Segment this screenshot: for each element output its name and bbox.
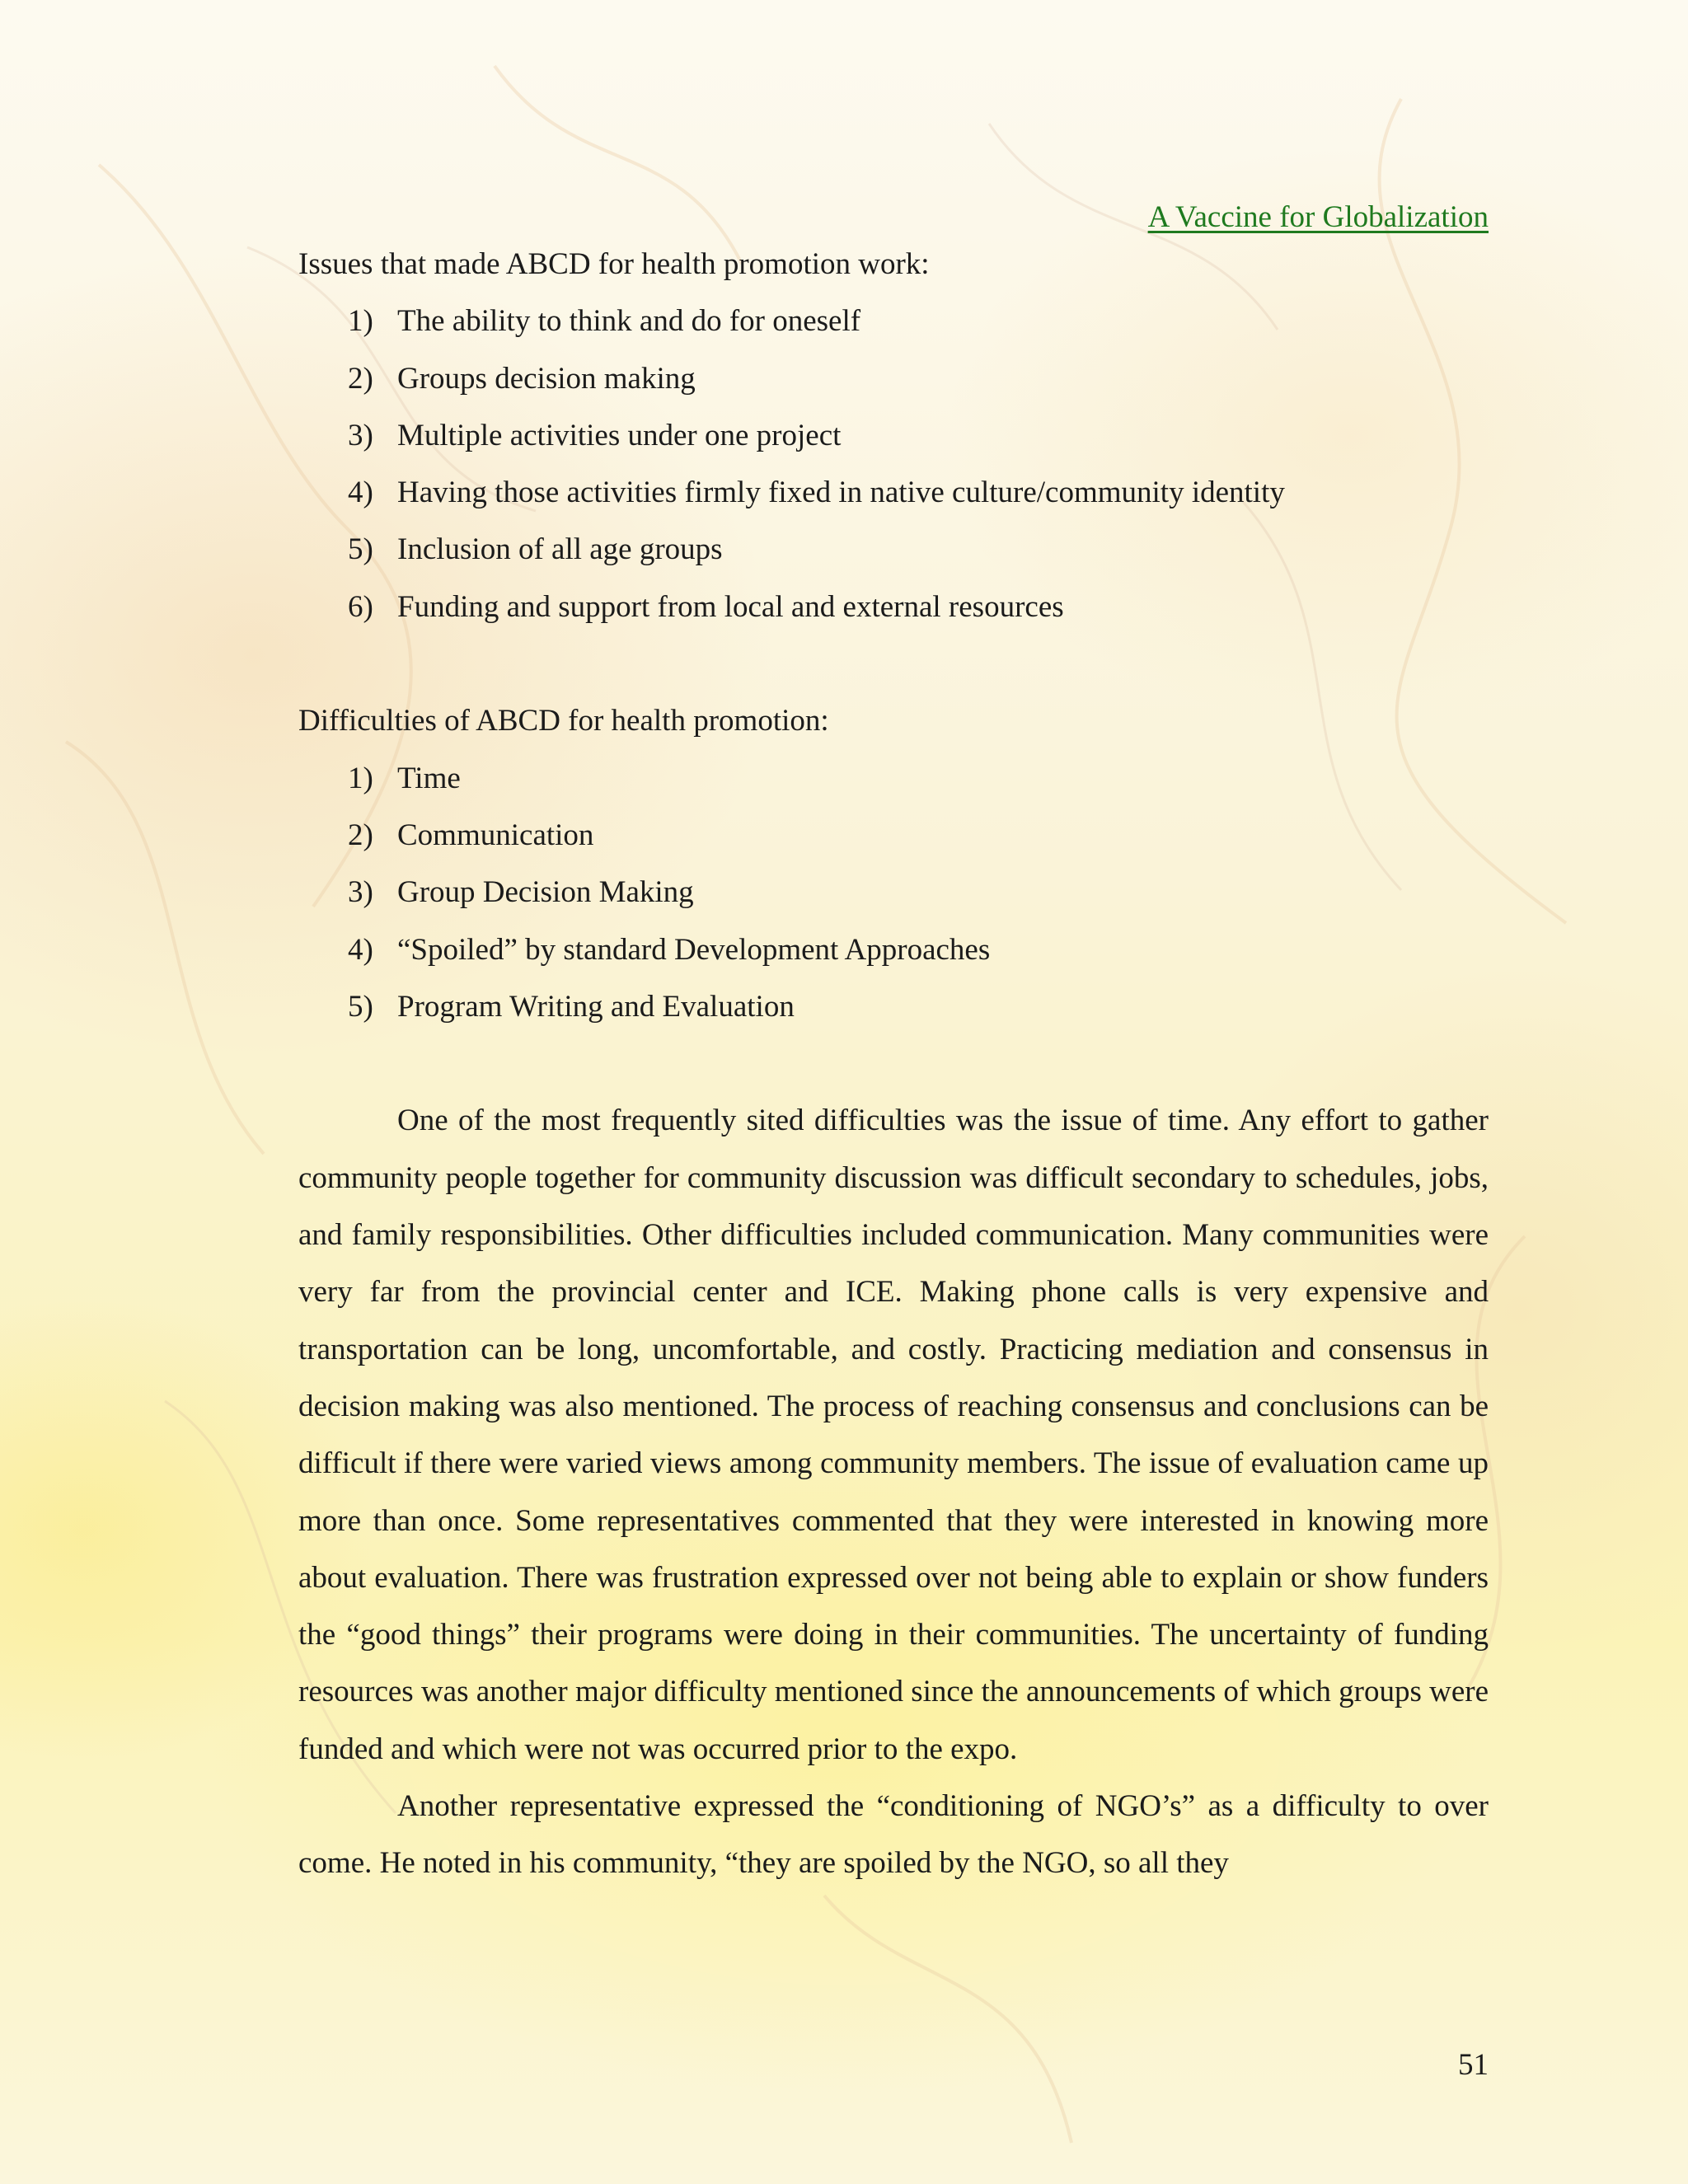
page-content [298,236,1489,1892]
list-item-text: Inclusion of all age groups [397,532,723,567]
list-item-text: Multiple activities under one project [397,418,842,452]
list-item-number: 2) [348,818,373,852]
difficulties-heading: Difficulties of ABCD for health promotion: [298,704,829,738]
list-item-text: Program Writing and Evaluation [397,989,795,1024]
list-item-text: “Spoiled” by standard Development Approaches [397,932,991,967]
list-item [298,464,1489,521]
list-item-number: 5) [348,989,373,1024]
list-item-text: The ability to think and do for oneself [397,304,861,339]
running-header: A Vaccine for Globalization [1147,200,1489,234]
list-item-text: Time [397,761,461,795]
list-item-number: 6) [348,589,373,624]
section-gap [298,635,1489,692]
list-item [298,921,1489,978]
section-gap [298,1035,1489,1092]
list-item-number: 1) [348,761,373,795]
body-paragraph-ngo: Another representative expressed the “conditioning of NGO’s” as a difficulty to over come. He noted in his community, “they are spoiled by the NGO, so all they [298,1789,1489,1881]
list-item [298,864,1489,921]
list-item [298,293,1489,349]
list-item-number: 4) [348,476,373,510]
body-paragraph-time: One of the most frequently sited difficulties was the issue of time. Any effort to gather community people together for community discussion was difficult secondary to schedules, jobs, and family responsibilities. Other difficulties included communication. Many communities were very far from the provincial center and ICE. Making phone calls is very expensive and transportation can be long, uncomfortable, and costly. Practicing mediation and consensus in decision making was also mentioned. The process of reaching consensus and conclusions can be difficult if there were varied views among community members. The issue of evaluation came up more than once. Some representatives commented that they were interested in knowing more about evaluation. There was frustration expressed over not being able to explain or show funders the “good things” their programs were doing in their communities. The uncertainty of funding resources was another major difficulty mentioned since the announcements of which groups were funded and which were not was occurred prior to the expo. [298,1104,1489,1766]
issues-heading: Issues that made ABCD for health promotion work: [298,247,930,281]
list-item-number: 5) [348,532,373,567]
list-item-number: 3) [348,418,373,452]
list-item-number: 2) [348,361,373,396]
list-item [298,750,1489,807]
list-item-text: Having those activities firmly fixed in native culture/community identity [397,476,1285,510]
list-item-number: 4) [348,932,373,967]
list-item [298,521,1489,578]
page-number: 51 [1458,2048,1489,2082]
list-item-text: Group Decision Making [397,875,694,910]
list-item-text: Funding and support from local and external resources [397,589,1064,624]
list-item [298,978,1489,1035]
list-item-number: 1) [348,304,373,339]
list-item [298,350,1489,407]
issues-list [298,293,1489,635]
list-item [298,407,1489,464]
list-item [298,807,1489,864]
list-item-text: Communication [397,818,594,852]
list-item-number: 3) [348,875,373,910]
difficulties-list [298,750,1489,1035]
list-item [298,579,1489,635]
list-item-text: Groups decision making [397,361,696,396]
